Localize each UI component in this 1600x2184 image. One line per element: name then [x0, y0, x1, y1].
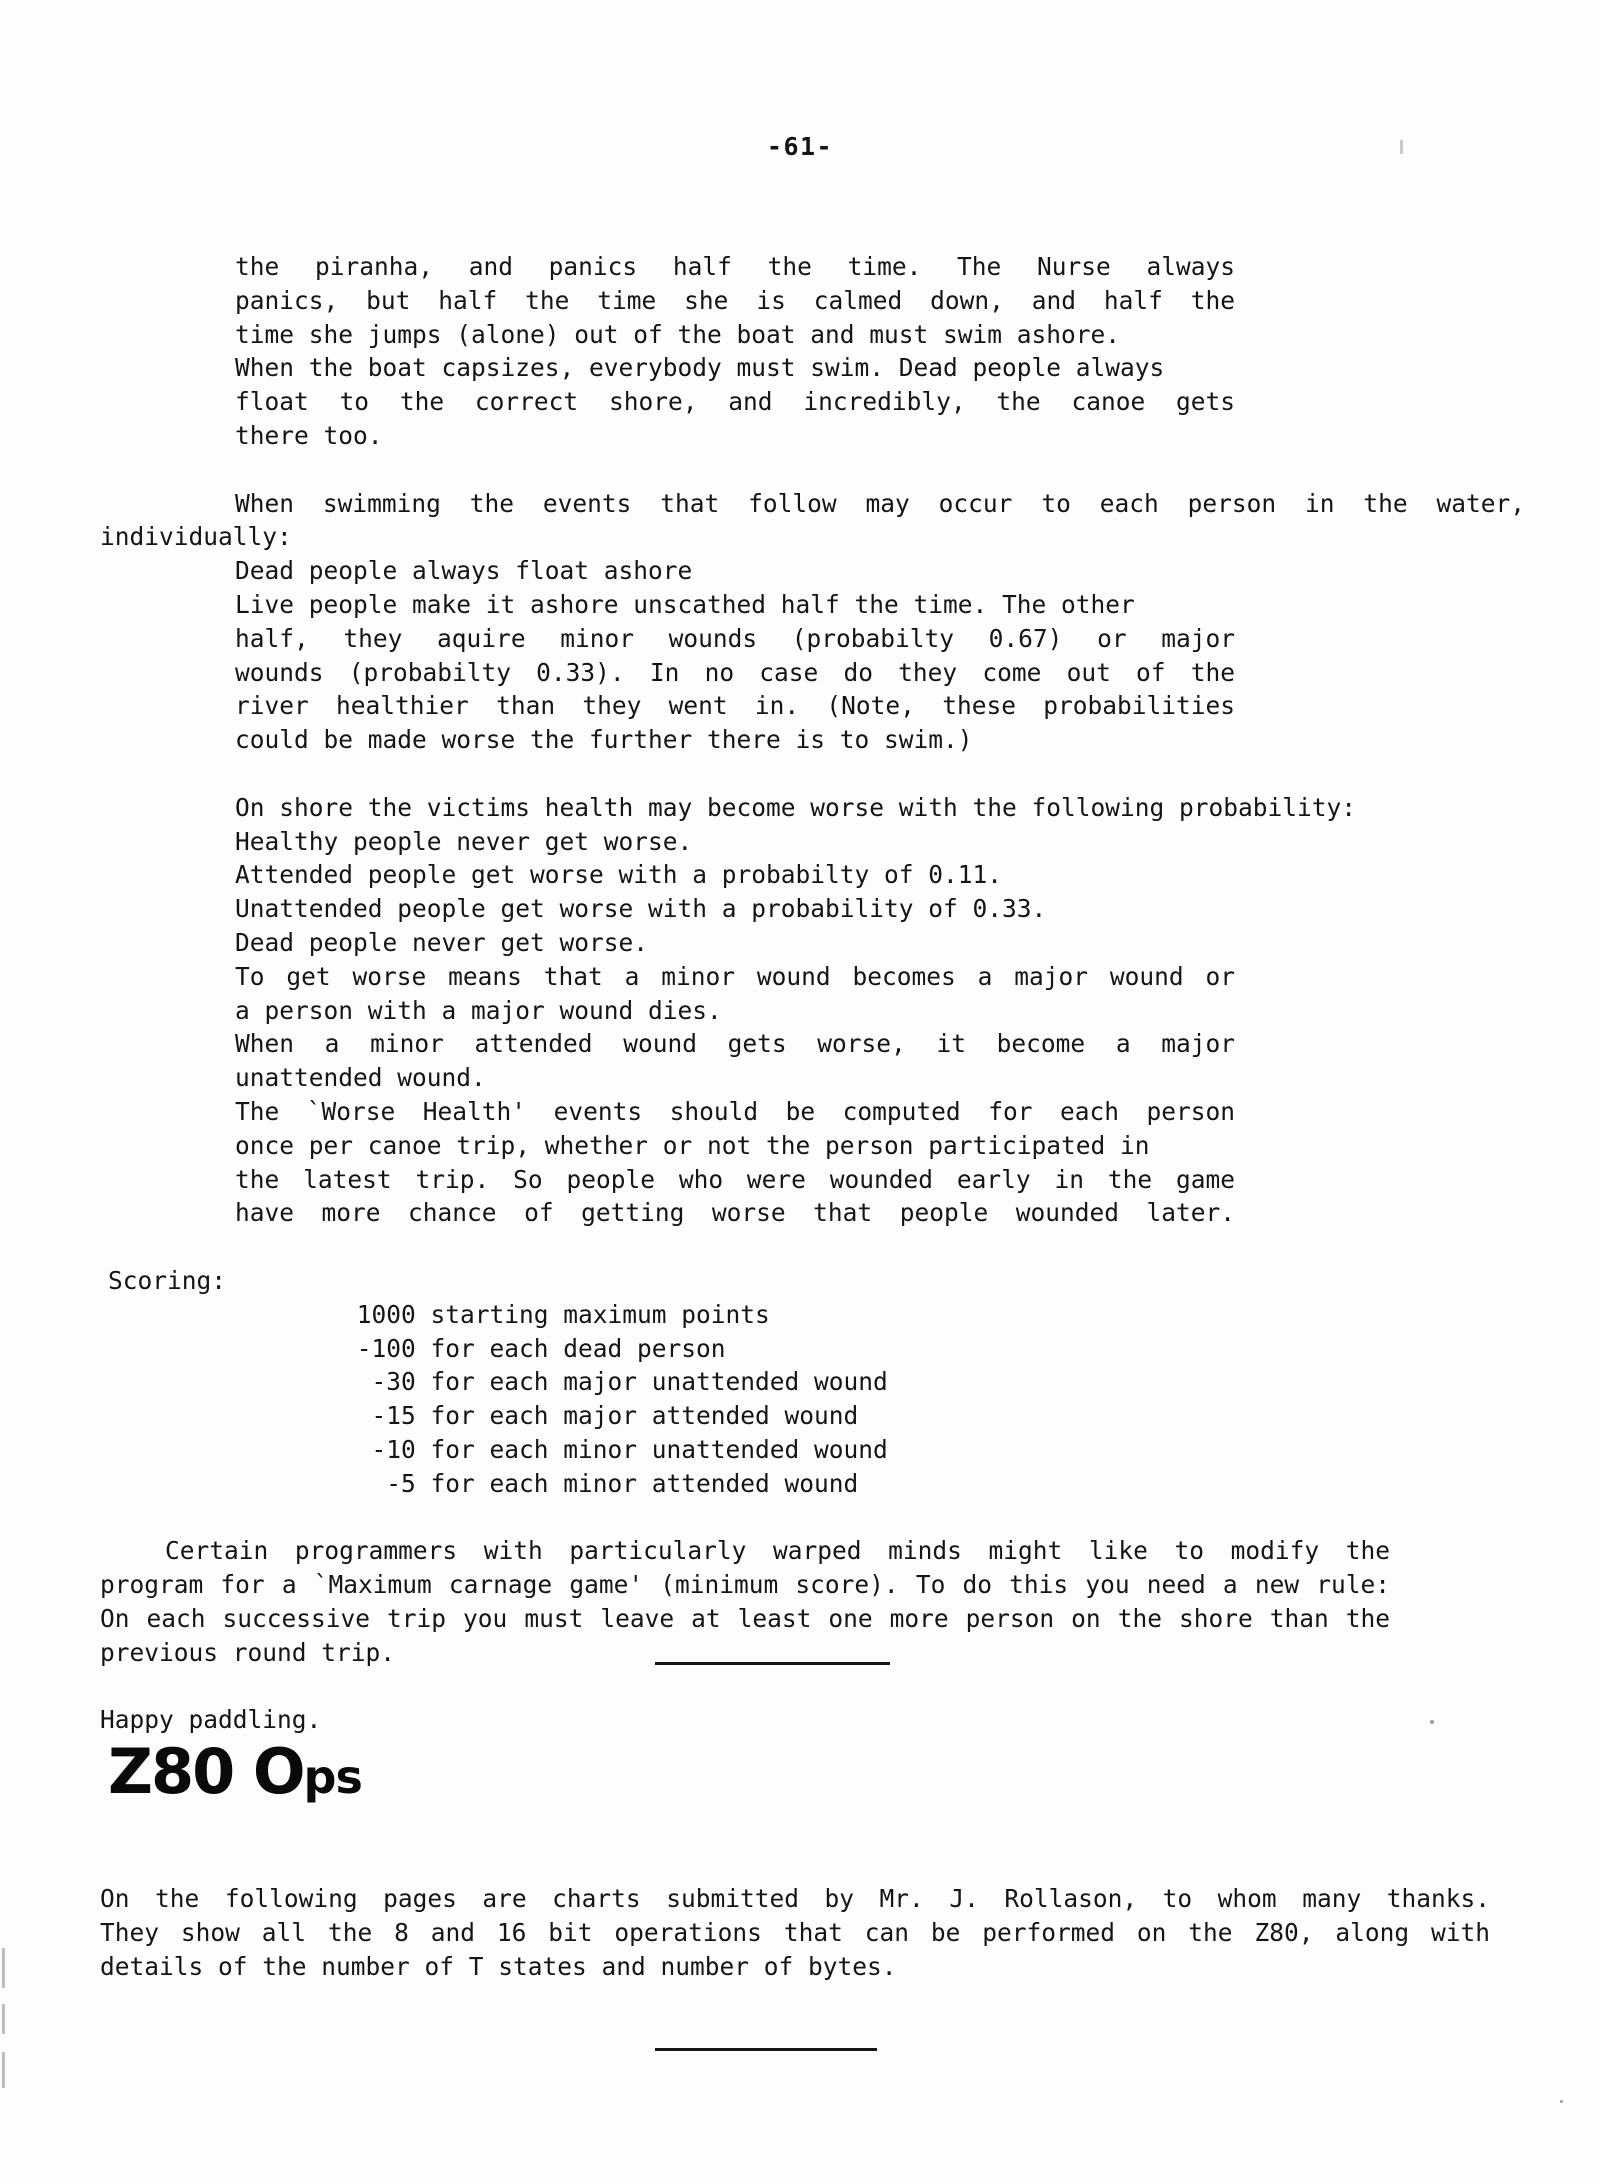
scoring-text: for each major unattended wound [430, 1367, 888, 1397]
scoring-row [342, 1433, 1500, 1467]
scoring-value: -30 [371, 1367, 416, 1397]
text-line: a person with a major wound dies. [235, 995, 722, 1025]
text-line: half, they aquire minor wounds (probabilty 0.67) or major [235, 623, 1235, 653]
scan-speck [1560, 2100, 1563, 2103]
scoring-text: starting maximum points [430, 1299, 770, 1329]
text-line: When a minor attended wound gets worse, it become a major [235, 1029, 1235, 1059]
text-line: details of the number of T states and number of bytes. [100, 1951, 897, 1981]
paragraph-spacer [100, 1500, 1500, 1534]
scoring-row [342, 1298, 1500, 1332]
paragraph-spacer [100, 1230, 1500, 1264]
scoring-text: for each dead person [430, 1333, 726, 1363]
text-line: once per canoe trip, whether or not the person participated in [235, 1130, 1150, 1160]
text-line: program for a `Maximum carnage game' (minimum score). To do this you need a new rule: [100, 1570, 1390, 1600]
section-divider-rule [655, 1662, 890, 1665]
scan-speck [1430, 1720, 1434, 1724]
text-line: wounds (probabilty 0.33). In no case do they come out of the [235, 657, 1235, 687]
text-line: have more chance of getting worse that people wounded later. [235, 1198, 1235, 1228]
text-line: Happy paddling. [100, 1705, 322, 1735]
scan-artifact [2, 2052, 5, 2088]
text-line: On each successive trip you must leave at least one more person on the shore than the [100, 1603, 1390, 1633]
text-line: Certain programmers with particularly warped minds might like to modify the [165, 1536, 1390, 1566]
paragraph-carnage [100, 1534, 1390, 1669]
text-line: When swimming the events that follow may occur to each person in the water, [235, 488, 1525, 518]
paragraph-z80-intro [100, 1882, 1490, 1983]
text-line: there too. [235, 420, 383, 450]
text-line: panics, but half the time she is calmed down, and half the [235, 285, 1235, 315]
text-line: the piranha, and panics half the time. The Nurse always [235, 252, 1235, 281]
text-line: To get worse means that a minor wound becomes a major wound or [235, 961, 1235, 991]
paragraph-canoe [235, 250, 1235, 453]
paragraph-spacer [100, 453, 1500, 487]
text-line: They show all the 8 and 16 bit operations that can be performed on the Z80, along with [100, 1917, 1490, 1947]
paragraph-swimming-intro [100, 487, 1525, 555]
scoring-row [342, 1332, 1500, 1366]
scoring-text: for each minor attended wound [430, 1468, 859, 1498]
scoring-section [100, 1264, 1500, 1501]
footer-divider-rule [655, 2048, 877, 2051]
paragraph-happy-paddling [100, 1703, 1500, 1737]
scoring-text: for each minor unattended wound [430, 1434, 888, 1464]
text-line: On the following pages are charts submitted by Mr. J. Rollason, to whom many thanks. [100, 1884, 1490, 1913]
text-line: float to the correct shore, and incredibly, the canoe gets [235, 387, 1235, 417]
paragraph-shore-health [235, 791, 1357, 1230]
page-title-main: Z80 O [108, 1735, 304, 1808]
scoring-row [342, 1467, 1500, 1501]
document-body [100, 250, 1525, 1737]
page-number: -61- [766, 132, 834, 161]
scoring-value: -100 [356, 1333, 416, 1363]
scoring-row [342, 1365, 1500, 1399]
text-line: Unattended people get worse with a probability of 0.33. [235, 894, 1047, 924]
text-line: The `Worse Health' events should be computed for each person [235, 1096, 1235, 1126]
scan-artifact [2, 2004, 5, 2034]
scoring-list [342, 1298, 1500, 1501]
text-line: Attended people get worse with a probabilty of 0.11. [235, 860, 1003, 890]
scoring-value: -10 [371, 1434, 416, 1464]
scoring-value: 1000 [356, 1299, 416, 1329]
text-line: river healthier than they went in. (Note, these probabilities [235, 691, 1235, 721]
paragraph-spacer [100, 1669, 1500, 1703]
scoring-value: -15 [371, 1401, 416, 1431]
scan-speck [1400, 140, 1403, 154]
text-line: Live people make it ashore unscathed half the time. The other [235, 589, 1135, 619]
paragraph-spacer [100, 757, 1500, 791]
scoring-row [342, 1399, 1500, 1433]
text-line: could be made worse the further there is to swim.) [235, 725, 973, 755]
text-line: Healthy people never get worse. [235, 826, 693, 856]
scoring-label: Scoring: [108, 1265, 227, 1295]
page-title [108, 1735, 362, 1808]
text-line: the latest trip. So people who were wounded early in the game [235, 1164, 1235, 1194]
text-line: time she jumps (alone) out of the boat and must swim ashore. [235, 319, 1121, 349]
page-title-suffix: ps [303, 1750, 362, 1804]
text-line: unattended wound. [235, 1063, 486, 1093]
text-line: previous round trip. [100, 1637, 396, 1667]
scoring-value: -5 [386, 1468, 416, 1498]
text-line: When the boat capsizes, everybody must swim. Dead people always [235, 353, 1165, 383]
scan-artifact [2, 1948, 5, 1988]
text-line: Dead people always float ashore [235, 556, 693, 586]
text-line: Dead people never get worse. [235, 927, 649, 957]
text-line: individually: [100, 522, 292, 552]
paragraph-swimming-events [235, 554, 1235, 757]
scoring-text: for each major attended wound [430, 1401, 859, 1431]
text-line: On shore the victims health may become worse with the following probability: [235, 792, 1357, 822]
